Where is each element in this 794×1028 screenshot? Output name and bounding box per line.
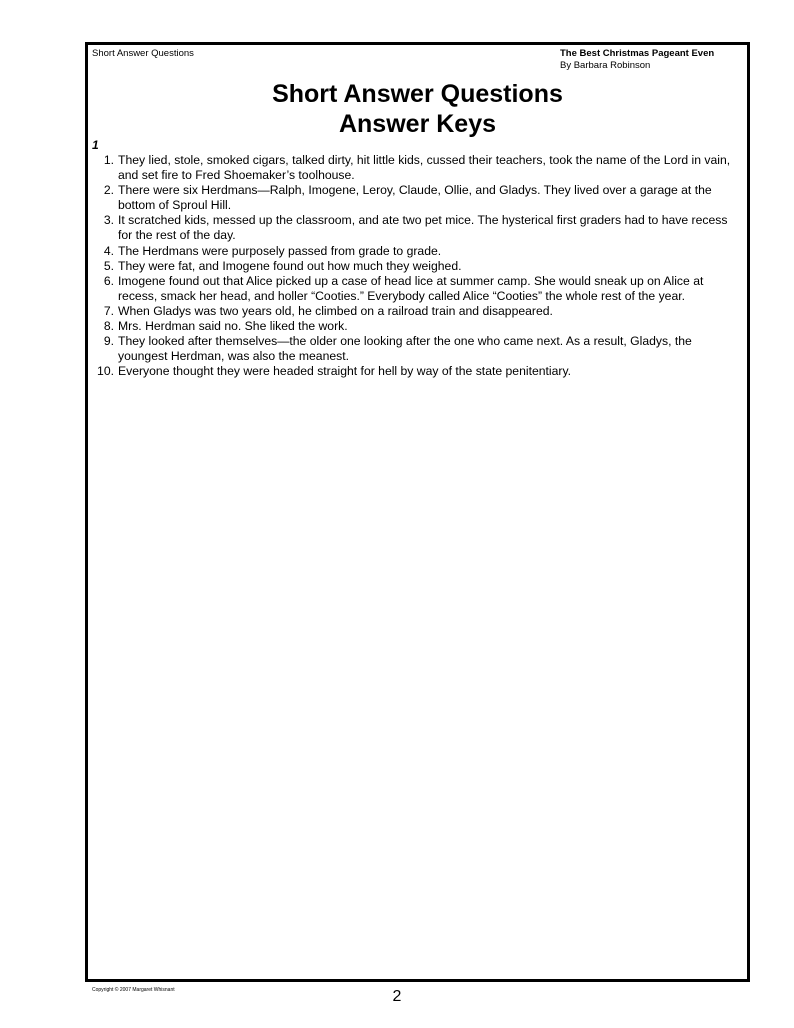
answer-number: 3. bbox=[103, 213, 114, 228]
header-right bbox=[560, 48, 714, 72]
answer-text: When Gladys was two years old, he climbed on a railroad train and disappeared. bbox=[118, 303, 553, 318]
answer-item bbox=[92, 334, 732, 364]
answer-number: 8. bbox=[103, 319, 114, 334]
answer-text: Everyone thought they were headed straight for hell by way of the state penitentiary. bbox=[118, 364, 572, 379]
answer-number: 2. bbox=[103, 183, 114, 198]
answer-text: The Herdmans were purposely passed from grade to grade. bbox=[118, 243, 442, 258]
answer-item bbox=[92, 274, 732, 304]
answer-number: 4. bbox=[103, 243, 114, 258]
answer-item bbox=[92, 213, 732, 243]
section-label: 1 bbox=[92, 138, 99, 152]
answer-text: They looked after themselves—the older one looking after the one who came next. As a result, Gladys, the youngest Herdman, was also the meanest. bbox=[118, 334, 692, 364]
answer-text: Mrs. Herdman said no. She liked the work. bbox=[118, 319, 348, 334]
answer-item bbox=[92, 244, 732, 259]
answer-list bbox=[92, 153, 732, 379]
book-title: The Best Christmas Pageant Even bbox=[560, 48, 715, 59]
page-subtitle: Answer Keys bbox=[338, 110, 497, 138]
answer-number: 1. bbox=[103, 153, 114, 167]
book-author: By Barbara Robinson bbox=[560, 60, 651, 71]
answer-number: 5. bbox=[103, 258, 114, 273]
answer-text: They lied, stole, smoked cigars, talked dirty, hit little kids, cussed their teachers, took the name of the Lord in vain, and set fire to Fred Shoemaker’s toolhouse. bbox=[118, 153, 731, 183]
answer-text: There were six Herdmans—Ralph, Imogene, Leroy, Claude, Ollie, and Gladys. They lived over a garage at the bottom of Sproul Hill. bbox=[118, 183, 712, 213]
answer-number: 6. bbox=[103, 273, 114, 288]
answer-number: 10. bbox=[97, 364, 114, 379]
copyright-notice: Copyright © 2007 Margaret Whisnant bbox=[92, 987, 175, 993]
answer-number: 7. bbox=[103, 303, 114, 318]
answer-number: 9. bbox=[103, 334, 114, 349]
answer-item bbox=[92, 153, 732, 183]
answer-text: It scratched kids, messed up the classroom, and ate two pet mice. The hysterical first graders had to have recess for the rest of the day. bbox=[118, 213, 728, 243]
answer-item bbox=[92, 183, 732, 213]
page-number: 2 bbox=[392, 988, 402, 1005]
page-title: Short Answer Questions bbox=[272, 80, 563, 108]
answer-item bbox=[92, 304, 732, 319]
answer-text: They were fat, and Imogene found out how much they weighed. bbox=[118, 258, 462, 273]
answer-text: Imogene found out that Alice picked up a case of head lice at summer camp. She would sneak up on Alice at recess, smack her head, and holler “Cooties.” Everybody called Alice “Cooties” the whole rest of the year. bbox=[118, 273, 704, 303]
header-left: Short Answer Questions bbox=[92, 48, 194, 59]
answer-item bbox=[92, 259, 732, 274]
answer-item bbox=[92, 364, 732, 379]
answer-item bbox=[92, 319, 732, 334]
